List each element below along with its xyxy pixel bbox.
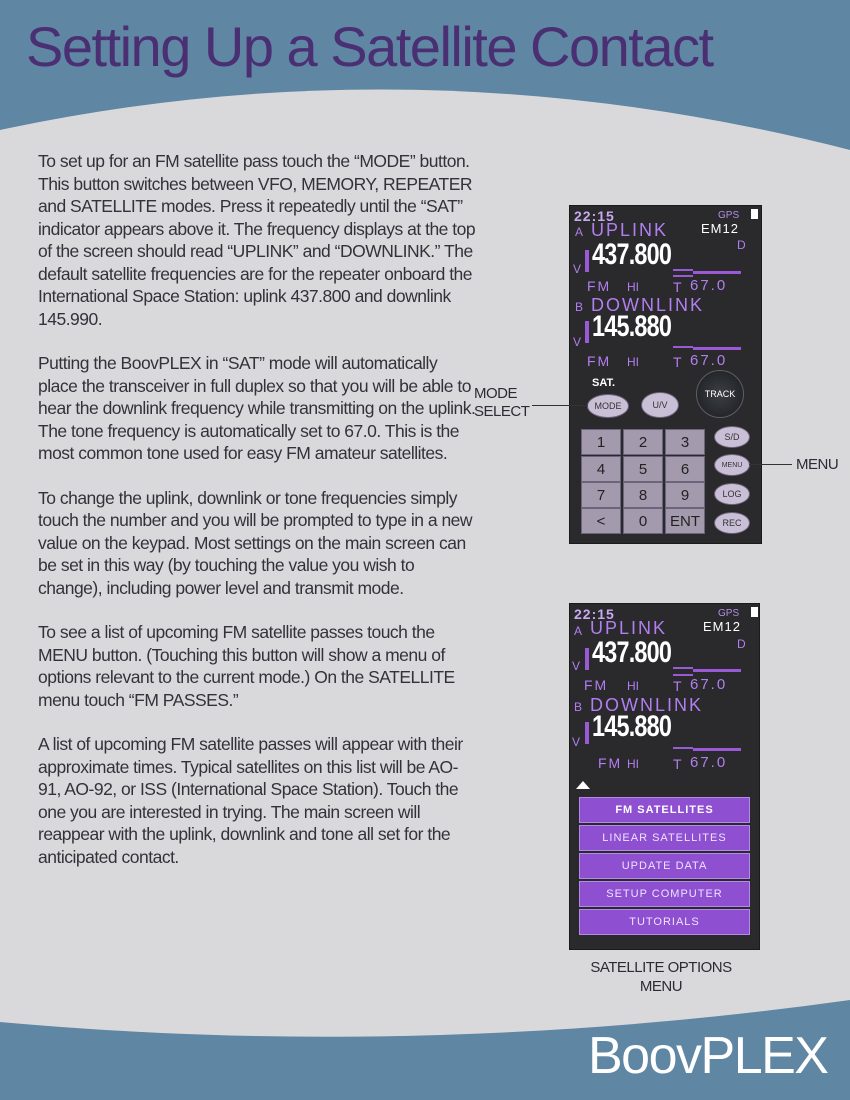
d-indicator: D	[737, 637, 746, 651]
callout-pointer	[749, 464, 792, 465]
uplink-label[interactable]: UPLINK	[591, 220, 669, 240]
gps-indicator: GPS	[718, 608, 740, 619]
key-0[interactable]: 0	[623, 508, 663, 534]
key-7[interactable]: 7	[581, 482, 621, 508]
tone-flag: T	[673, 279, 682, 295]
collapse-arrow-icon[interactable]	[576, 781, 590, 789]
v-mark: V	[573, 262, 582, 276]
power-level[interactable]: HI	[627, 355, 639, 369]
log-button[interactable]: LOG	[714, 483, 750, 505]
power-level[interactable]: HI	[627, 757, 639, 771]
menu-item-linear-satellites[interactable]: LINEAR SATELLITES	[579, 825, 750, 851]
sd-button[interactable]: S/D	[714, 426, 750, 448]
menu-button[interactable]: MENU	[714, 454, 750, 476]
menu-item-update-data[interactable]: UPDATE DATA	[579, 853, 750, 879]
tone-value[interactable]: 67.0	[690, 754, 728, 771]
power-level[interactable]: HI	[627, 280, 639, 294]
clock: 22:15	[574, 208, 615, 224]
vfo-b-indicator: B	[574, 700, 583, 714]
caption-line: SATELLITE OPTIONS	[590, 959, 732, 976]
caption-line: MENU	[639, 978, 683, 995]
mode-button[interactable]: MODE	[587, 394, 629, 418]
signal-bar	[585, 648, 589, 670]
clock: 22:15	[574, 606, 615, 622]
vfo-b-indicator: B	[575, 300, 584, 314]
uplink-frequency[interactable]: 437.800	[592, 238, 672, 271]
key-4[interactable]: 4	[581, 456, 621, 482]
tone-flag: T	[673, 354, 682, 370]
rec-button[interactable]: REC	[714, 512, 750, 534]
callout-line: SELECT	[474, 403, 530, 420]
meter-bar	[693, 271, 741, 274]
track-button[interactable]: TRACK	[696, 370, 744, 418]
brand-logo: BoovPLEX	[588, 1027, 828, 1085]
mode-fm[interactable]: FM	[587, 278, 612, 294]
meter-bar	[693, 669, 741, 672]
battery-icon	[751, 607, 758, 617]
key-1[interactable]: 1	[581, 429, 621, 455]
paragraph: To see a list of upcoming FM satellite passes touch the MENU button. (Touching this button will show a menu of options relevant to the current mode.) On the SATELLITE menu touch “FM PASSES.”	[38, 622, 455, 710]
d-indicator: D	[737, 238, 746, 252]
signal-bar	[585, 722, 589, 744]
uplink-label[interactable]: UPLINK	[590, 618, 668, 638]
key-5[interactable]: 5	[623, 456, 663, 482]
meter-bar	[693, 748, 741, 751]
grid-square[interactable]: EM12	[701, 221, 739, 236]
callout-line: MODE	[474, 385, 517, 402]
menu-item-setup-computer[interactable]: SETUP COMPUTER	[579, 881, 750, 907]
v-mark: V	[573, 335, 582, 349]
mode-fm[interactable]: FM	[584, 677, 609, 693]
page-title: Setting Up a Satellite Contact	[26, 15, 713, 78]
menu-item-fm-satellites[interactable]: FM SATELLITES	[579, 797, 750, 823]
meter-bar	[673, 667, 693, 669]
meter-bar	[673, 269, 693, 271]
key-2[interactable]: 2	[623, 429, 663, 455]
meter-bar	[693, 347, 741, 350]
tone-value[interactable]: 67.0	[690, 676, 728, 693]
mode-fm[interactable]: FM	[587, 353, 612, 369]
battery-icon	[751, 209, 758, 219]
paragraph: Putting the BoovPLEX in “SAT” mode will automatically place the transceiver in full duplex so that you will be able to hear the downlink frequency while transmitting on the uplink. The tone frequency is automatically set to 67.0. This is the most common tone used for easy FM amateur satellites.	[38, 353, 476, 463]
tone-flag: T	[673, 756, 682, 772]
vfo-a-indicator: A	[574, 624, 583, 638]
meter-bar	[673, 275, 693, 277]
power-level[interactable]: HI	[627, 679, 639, 693]
tone-value[interactable]: 67.0	[690, 352, 728, 369]
downlink-frequency[interactable]: 145.880	[592, 710, 672, 743]
uplink-frequency[interactable]: 437.800	[592, 636, 672, 669]
menu-callout: MENU	[796, 456, 839, 473]
mode-select-callout	[474, 385, 529, 421]
meter-bar	[673, 674, 693, 676]
tone-value[interactable]: 67.0	[690, 277, 728, 294]
signal-bar	[585, 321, 589, 343]
v-mark: V	[572, 659, 581, 673]
grid-square[interactable]: EM12	[703, 619, 741, 634]
mode-fm[interactable]: FM	[598, 755, 623, 771]
uv-button[interactable]: U/V	[641, 392, 679, 418]
body-text	[38, 150, 478, 890]
key-8[interactable]: 8	[623, 482, 663, 508]
key-9[interactable]: 9	[665, 482, 705, 508]
tone-flag: T	[673, 678, 682, 694]
key-enter[interactable]: ENT	[665, 508, 705, 534]
paragraph: To set up for an FM satellite pass touch the “MODE” button. This button switches between VFO, MEMORY, REPEATER and SATELLITE modes. Press it repeatedly until the “SAT” indicator appears above it. The frequency displays at the top of the screen should read “UPLINK” and “DOWNLINK.” The default satellite frequencies are for the repeater onboard the International Space Station: uplink 437.800 and downlink 145.990.	[38, 151, 476, 329]
gps-indicator: GPS	[718, 210, 740, 221]
downlink-label[interactable]: DOWNLINK	[591, 295, 705, 315]
meter-bar	[673, 346, 693, 348]
paragraph: A list of upcoming FM satellite passes will appear with their approximate times. Typical satellites on this list will be AO-91, AO-92, or ISS (International Space Station). Touch the one you are interested in trying. The main screen will reappear with the uplink, downlink and tone all set for the anticipated contact.	[38, 734, 463, 867]
key-3[interactable]: 3	[665, 429, 705, 455]
key-6[interactable]: 6	[665, 456, 705, 482]
signal-bar	[585, 250, 589, 272]
meter-bar	[673, 747, 693, 749]
key-backspace[interactable]: <	[581, 508, 621, 534]
radio-menu-screen	[569, 603, 760, 950]
callout-pointer	[532, 405, 588, 406]
vfo-a-indicator: A	[575, 225, 584, 239]
downlink-frequency[interactable]: 145.880	[592, 310, 672, 343]
sat-indicator: SAT.	[592, 377, 616, 389]
menu-caption	[575, 958, 747, 996]
downlink-label[interactable]: DOWNLINK	[590, 695, 704, 715]
menu-item-tutorials[interactable]: TUTORIALS	[579, 909, 750, 935]
paragraph: To change the uplink, downlink or tone frequencies simply touch the number and you will be prompted to type in a new value on the keypad. Most settings on the main screen can be set in this way (by touching the value you wish to change), including power level and transmit mode.	[38, 487, 473, 598]
v-mark: V	[572, 735, 581, 749]
radio-main-screen	[569, 205, 762, 544]
